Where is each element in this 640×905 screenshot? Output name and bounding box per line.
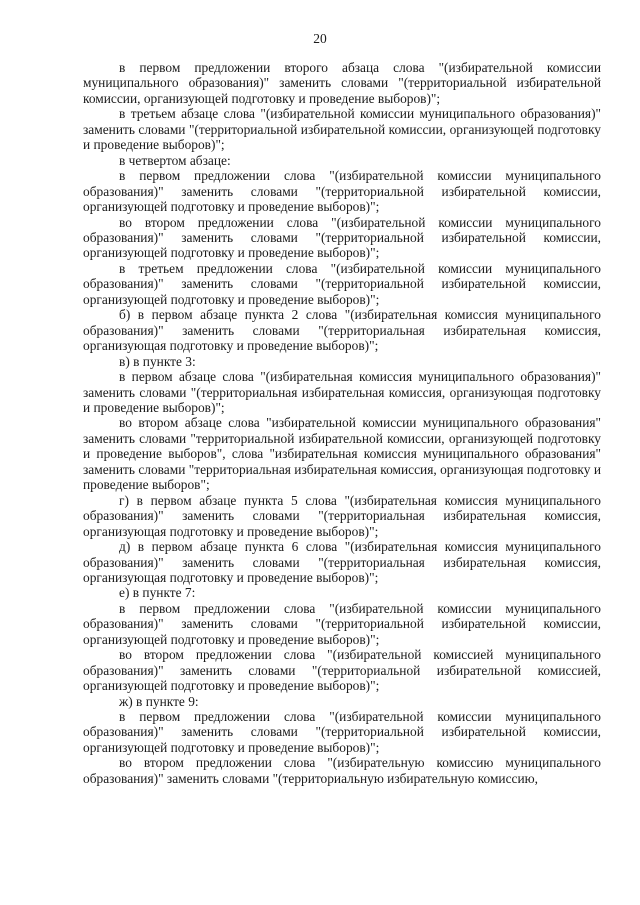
document-body [83, 60, 601, 786]
paragraph: в первом абзаце слова "(избирательная комиссия муниципального образования)" заменить словами "(территориальная избирательная комиссия, организующая подготовку и проведение выборов)"; [83, 369, 601, 415]
paragraph: в первом предложении слова "(избирательной комиссии муниципального образования)" заменить словами "(территориальной избирательной комиссии, организующей подготовку и проведение выборов)"; [83, 600, 601, 647]
paragraph: е) в пункте 7: [119, 585, 196, 601]
paragraph: в третьем абзаце слова "(избирательной комиссии муниципального образования)" заменить словами "(территориальной избирательной комиссии, организующей подготовку и проведение выборов)"; [83, 106, 601, 153]
paragraph: в первом предложении слова "(избирательной комиссии муниципального образования)" заменить словами "(территориальной избирательной комиссии, организующей подготовку и проведение выборов)"; [83, 168, 601, 215]
paragraph: во втором предложении слова "(избирательную комиссию муниципального образования)" заменить словами "(территориальную избирательную комиссию, [83, 755, 601, 786]
paragraph: ж) в пункте 9: [119, 693, 199, 709]
paragraph: в первом предложении слова "(избирательной комиссии муниципального образования)" заменить словами "(территориальной избирательной комиссии, организующей подготовку и проведение выборов)"; [83, 709, 601, 755]
paragraph: б) в первом абзаце пункта 2 слова "(избирательная комиссия муниципального образования)" заменить словами "(территориальная избирательная комиссия, организующая подготовку и проведение выборов)"; [83, 307, 601, 354]
page-number: 20 [313, 31, 327, 46]
paragraph: г) в первом абзаце пункта 5 слова "(избирательная комиссия муниципального образования)" заменить словами "(территориальная избирательная комиссия, организующая подготовку и проведение выборов)"; [83, 492, 601, 539]
paragraph: в) в пункте 3: [119, 353, 196, 369]
paragraph: д) в первом абзаце пункта 6 слова "(избирательная комиссия муниципального образования)" заменить словами "(территориальная избирательная комиссия, организующая подготовку и проведение выборов)"; [83, 539, 601, 585]
paragraph: в третьем предложении слова "(избирательной комиссии муниципального образования)" заменить словами "(территориальной избирательной комиссии, организующей подготовку и проведение выборов)"; [83, 260, 601, 307]
paragraph: в первом предложении второго абзаца слова "(избирательной комиссии муниципального образования)" заменить словами "(территориальной избирательной комиссии, организующей подготовку и проведение выборов)"; [83, 60, 601, 106]
paragraph: во втором предложении слова "(избирательной комиссией муниципального образования)" заменить словами "(территориальной избирательной комиссией, организующей подготовку и проведение выборов)"; [83, 647, 601, 694]
paragraph: в четвертом абзаце: [119, 152, 231, 168]
paragraph: во втором предложении слова "(избирательной комиссии муниципального образования)" заменить словами "(территориальной избирательной комиссии, организующей подготовку и проведение выборов)"; [83, 214, 601, 261]
paragraph: во втором абзаце слова "избирательной комиссии муниципального образования" заменить словами "территориальной избирательной комиссии, организующей подготовку и проведение выборов", слова "избирательная комиссия муниципального образования" заменить словами "территориальная избирательная комиссия, организующая подготовку и проведение выборов"; [83, 415, 601, 493]
